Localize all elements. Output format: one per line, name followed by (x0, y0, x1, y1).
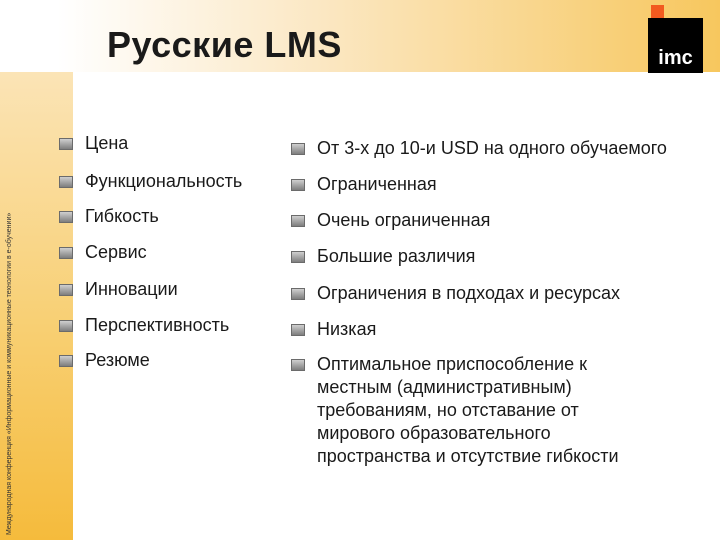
criterion-value: От 3-х до 10-и USD на одного обучаемого (317, 138, 667, 158)
criterion-value: Ограничения в подходах и ресурсах (317, 283, 620, 303)
criterion-value: Оптимальное приспособление к местным (административным) требованиям, но отставание от мирового образовательного пространства и отсутствие гибкости (317, 354, 619, 466)
criterion-label: Цена (85, 133, 129, 153)
criterion-label: Резюме (85, 350, 150, 370)
list-item (59, 170, 242, 193)
conference-caption: Международная конференция «Информационные и коммуникационные технологии в e-обучении» (6, 212, 13, 535)
list-item (291, 282, 711, 305)
square-bullet-icon (291, 251, 305, 263)
list-item (59, 349, 150, 372)
criterion-value: Низкая (317, 319, 377, 339)
criterion-value: Ограниченная (317, 174, 437, 194)
square-bullet-icon (59, 176, 73, 188)
square-bullet-icon (59, 355, 73, 367)
square-bullet-icon (59, 284, 73, 296)
square-bullet-icon (291, 215, 305, 227)
list-item (291, 173, 711, 196)
criterion-label: Функциональность (85, 171, 243, 191)
list-item (59, 132, 128, 155)
square-bullet-icon (291, 359, 305, 371)
criterion-label: Перспективность (85, 315, 230, 335)
square-bullet-icon (291, 324, 305, 336)
square-bullet-icon (291, 288, 305, 300)
list-item (59, 314, 229, 337)
square-bullet-icon (291, 179, 305, 191)
square-bullet-icon (59, 138, 73, 150)
list-item (291, 209, 711, 232)
list-item (291, 245, 711, 268)
list-item (59, 278, 178, 301)
criterion-value: Большие различия (317, 246, 476, 266)
square-bullet-icon (59, 320, 73, 332)
imc-logo (648, 18, 703, 73)
square-bullet-icon (59, 247, 73, 259)
list-item (291, 353, 701, 468)
logo-accent-square (651, 5, 664, 18)
page-title: Русские LMS (107, 24, 342, 65)
criterion-value: Очень ограниченная (317, 210, 491, 230)
criterion-label: Гибкость (85, 206, 159, 226)
list-item (59, 205, 159, 228)
list-item (291, 137, 711, 160)
square-bullet-icon (59, 211, 73, 223)
logo-text: imc (658, 47, 693, 69)
list-item (59, 241, 147, 264)
list-item (291, 318, 711, 341)
criterion-label: Инновации (85, 279, 178, 299)
criterion-label: Сервис (85, 242, 147, 262)
square-bullet-icon (291, 143, 305, 155)
